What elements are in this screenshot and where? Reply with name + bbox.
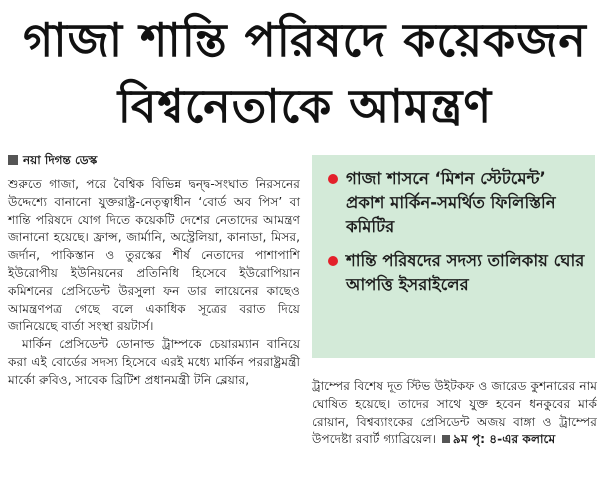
headline-line-2: বিশ্বনেতাকে আমন্ত্রণ <box>117 79 493 133</box>
square-bullet-icon <box>8 155 18 165</box>
article-body-left <box>8 176 300 488</box>
red-bullet-icon <box>328 174 338 184</box>
red-bullet-icon <box>328 256 338 266</box>
highlight-text-1: গাজা শাসনে ‘মিশন স্টেটমেন্ট’ প্রকাশ মার্কিন-সমর্থিত ফিলিস্তিনি কমিটির <box>346 169 556 236</box>
continuation-link[interactable] <box>440 432 555 446</box>
paragraph-1: শুরুতে গাজা, পরে বৈশ্বিক বিভিন্ন দ্বন্দ্ব-সংঘাত নিরসনের উদ্দেশ্যে বানানো যুক্তরাষ্ট্র-নেতৃত্বাধীন ‘বোর্ড অব পিস’ বা শান্তি পরিষদে যোগ দিতে কয়েকটি দেশের নেতাদের আমন্ত্রণ জানানো হয়েছে। ফ্রান্স, জার্মানি, অস্ট্রেলিয়া, কানাডা, মিসর, জর্দান, পাকিস্তান ও তুরস্কের শীর্ষ নেতাদের পাশাপাশি ইউরোপীয় ইউনিয়নের প্রতিনিধি হিসেবে ইউরোপিয়ান কমিশনের প্রেসিডেন্ট উরসুলা ফন ডার লায়েনের কাছেও আমন্ত্রণপত্র গেছে বলে একাধিক সূত্রের বরাত দিয়ে জানিয়েছে বার্তা সংস্থা রয়টার্স। <box>8 177 300 334</box>
highlight-item-2[interactable] <box>322 249 585 297</box>
byline-text: নয়া দিগন্ত ডেস্ক <box>23 153 98 167</box>
square-bullet-icon <box>442 435 450 443</box>
highlight-box <box>312 155 595 358</box>
highlight-text-2: শান্তি পরিষদের সদস্য তালিকায় ঘোর আপত্তি ইসরাইলের <box>346 251 585 294</box>
continuation-text: ৯ম পৃ: ৪-এর কলামে <box>452 432 556 447</box>
byline <box>8 152 298 170</box>
headline-line-1: গাজা শান্তি পরিষদে কয়েকজন <box>23 13 587 67</box>
paragraph-3-text: ট্রাম্পের বিশেষ দূত স্টিভ উইটকফ ও জারেড কুশনারের নাম ঘোষিত হয়েছে। তাদের সাথে যুক্ত হবেন ধনকুবের মার্ক রোয়ান, বিশ্বব্যাংকের প্রেসিডেন্ট অজয় বাঙ্গা ও ট্রাম্পের উপদেষ্টা রবার্ট গ্যাব্রিয়েল। <box>312 379 597 447</box>
paragraph-2: মার্কিন প্রেসিডেন্ট ডোনাল্ড ট্রাম্পকে চেয়ারম্যান বানিয়ে করা এই বোর্ডের সদস্য হিসেবে এরই মধ্যে মার্কিন পররাষ্ট্রমন্ত্রী মার্কো রুবিও, সাবেক ব্রিটিশ প্রধানমন্ত্রী টনি ব্লেয়ার, <box>8 337 300 387</box>
paragraph-3 <box>312 378 597 449</box>
headline <box>0 0 610 148</box>
article-body-right <box>312 378 597 488</box>
highlight-item-1[interactable] <box>322 167 585 239</box>
